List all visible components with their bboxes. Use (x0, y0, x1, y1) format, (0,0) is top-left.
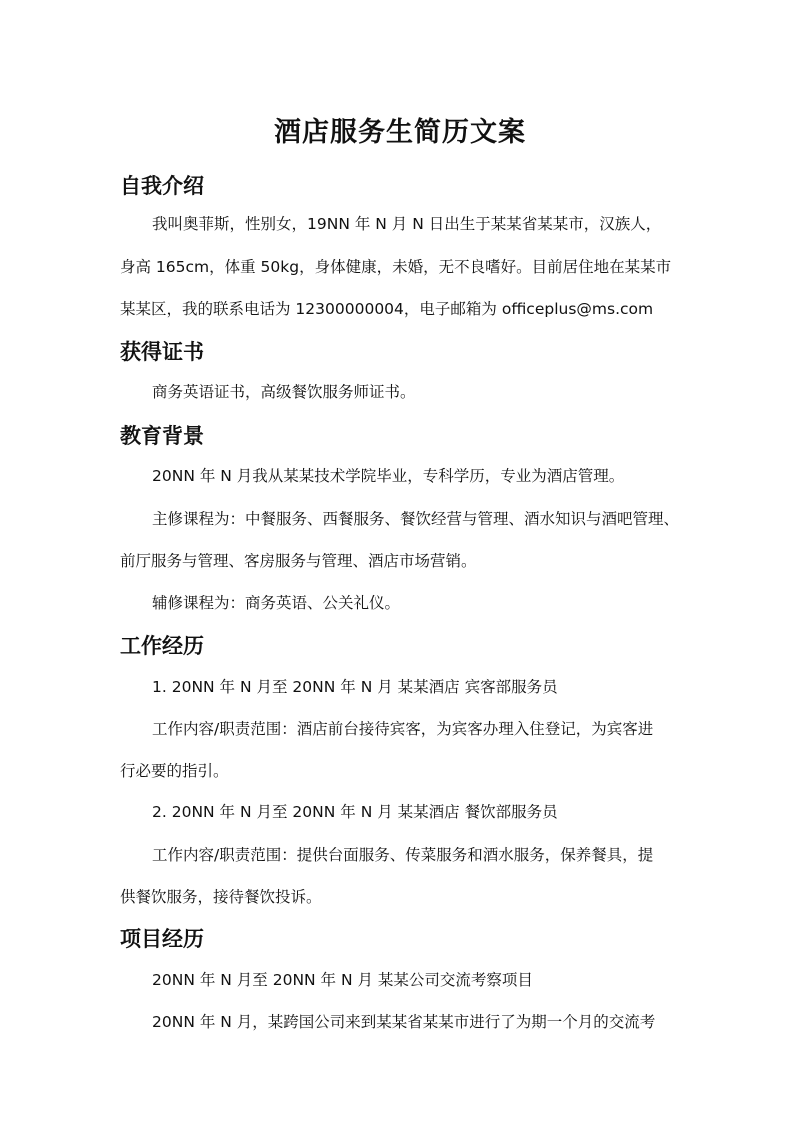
intro-line-3: 某某区，我的联系电话为 12300000004，电子邮箱为 officeplus@ms.com (120, 300, 654, 318)
projects-line-1: 20NN 年 N 月至 20NN 年 N 月 某某公司交流考察项目 (152, 971, 533, 989)
certs-line-1: 商务英语证书，高级餐饮服务师证书。 (152, 383, 416, 401)
education-line-1: 20NN 年 N 月我从某某技术学院毕业，专科学历，专业为酒店管理。 (152, 467, 625, 485)
work-line-1: 1. 20NN 年 N 月至 20NN 年 N 月 某某酒店 宾客部服务员 (152, 678, 558, 696)
section-heading-certs: 获得证书 (120, 340, 204, 364)
work-line-5: 工作内容/职责范围：提供台面服务、传菜服务和酒水服务，保养餐具，提 (152, 846, 654, 864)
work-line-2: 工作内容/职责范围：酒店前台接待宾客，为宾客办理入住登记，为宾客进 (152, 720, 654, 738)
intro-line-1: 我叫奥菲斯，性别女，19NN 年 N 月 N 日出生于某某省某某市，汉族人， (152, 215, 662, 233)
work-line-6: 供餐饮服务，接待餐饮投诉。 (120, 888, 322, 906)
section-heading-education: 教育背景 (120, 424, 204, 448)
section-heading-projects: 项目经历 (120, 927, 204, 951)
work-line-4: 2. 20NN 年 N 月至 20NN 年 N 月 某某酒店 餐饮部服务员 (152, 803, 558, 821)
section-heading-work: 工作经历 (120, 634, 204, 658)
document-title: 酒店服务生简历文案 (274, 117, 526, 148)
intro-line-2: 身高 165cm，体重 50kg，身体健康，未婚，无不良嗜好。目前居住地在某某市 (120, 258, 672, 276)
education-line-4: 辅修课程为：商务英语、公关礼仪。 (152, 594, 401, 612)
work-line-3: 行必要的指引。 (120, 762, 229, 780)
projects-line-2: 20NN 年 N 月，某跨国公司来到某某省某某市进行了为期一个月的交流考 (152, 1013, 656, 1031)
education-line-2: 主修课程为：中餐服务、西餐服务、餐饮经营与管理、酒水知识与酒吧管理、 (152, 510, 680, 528)
education-line-3: 前厅服务与管理、客房服务与管理、酒店市场营销。 (120, 552, 477, 570)
section-heading-intro: 自我介绍 (120, 174, 204, 198)
